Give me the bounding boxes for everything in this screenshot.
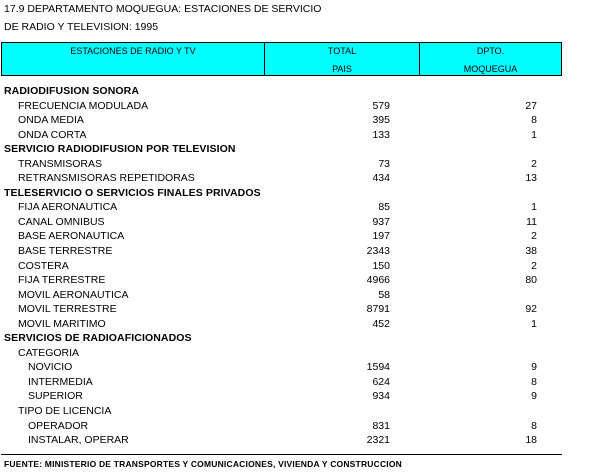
table-bottom-rule (1, 454, 562, 455)
dpto-moquegua-value: 8 (531, 419, 537, 432)
row-label: FIJA TERRESTRE (18, 274, 106, 287)
dpto-moquegua-value: 11 (526, 215, 537, 228)
header-total-label: TOTAL (327, 46, 357, 56)
source-note: FUENTE: MINISTERIO DE TRANSPORTES Y COMUNICACIONES, VIVIENDA Y CONSTRUCCION (4, 459, 403, 469)
total-pais-value: 2343 (366, 245, 390, 258)
section-row (0, 142, 589, 157)
row-label: ONDA CORTA (18, 128, 87, 141)
dpto-moquegua-value: 80 (525, 274, 537, 287)
section-row (0, 84, 589, 99)
total-pais-value: 4966 (366, 274, 390, 287)
row-label: MOVIL TERRESTRE (18, 303, 117, 316)
dpto-moquegua-value: 1 (531, 317, 537, 330)
table-row (0, 259, 589, 274)
table-row (0, 419, 589, 434)
table-row (0, 346, 589, 361)
total-pais-value: 2321 (366, 434, 390, 447)
table-row (0, 99, 589, 114)
header-dpto-label: DPTO. (476, 46, 505, 56)
table-row (0, 113, 589, 128)
row-label: TIPO DE LICENCIA (18, 405, 112, 418)
row-label: TRANSMISORAS (18, 157, 103, 170)
header-pais-label: PAIS (332, 64, 352, 74)
dpto-moquegua-value: 2 (531, 230, 537, 243)
total-pais-value: 452 (372, 317, 390, 330)
table-row (0, 375, 589, 390)
total-pais-value: 1594 (366, 361, 390, 374)
header-moquegua-label: MOQUEGUA (463, 64, 518, 74)
section-label: TELESERVICIO O SERVICIOS FINALES PRIVADOS (4, 186, 261, 199)
total-pais-value: 8791 (366, 303, 390, 316)
total-pais-value: 434 (372, 172, 390, 185)
header-stations-label: ESTACIONES DE RADIO Y TV (70, 46, 196, 56)
row-label: FRECUENCIA MODULADA (18, 99, 149, 112)
row-label: COSTERA (18, 259, 69, 272)
table-header (1, 42, 562, 76)
row-label: NOVICIO (28, 361, 73, 374)
row-label: RETRANSMISORAS REPETIDORAS (18, 172, 195, 185)
row-label: CANAL OMNIBUS (18, 215, 105, 228)
table-title-line-2: DE RADIO Y TELEVISION: 1995 (4, 21, 159, 33)
row-label: FIJA AERONAUTICA (18, 201, 118, 214)
section-label: SERVICIO RADIODIFUSION POR TELEVISION (4, 143, 236, 156)
total-pais-value: 624 (372, 375, 390, 388)
dpto-moquegua-value: 9 (531, 361, 537, 374)
table-row (0, 171, 589, 186)
table-row (0, 273, 589, 288)
section-row (0, 186, 589, 201)
table-title-line-1: 17.9 DEPARTAMENTO MOQUEGUA: ESTACIONES DE SERVICIO (4, 3, 322, 15)
table-row (0, 360, 589, 375)
table-row (0, 157, 589, 172)
section-label: RADIODIFUSION SONORA (4, 85, 140, 97)
total-pais-value: 73 (378, 157, 390, 170)
dpto-moquegua-value: 1 (531, 128, 537, 141)
row-label: BASE AERONAUTICA (18, 230, 125, 243)
table-body (0, 84, 589, 448)
dpto-moquegua-value: 2 (531, 157, 537, 170)
dpto-moquegua-value: 38 (525, 245, 537, 258)
row-label: SUPERIOR (28, 390, 83, 403)
dpto-moquegua-value: 8 (531, 375, 537, 388)
dpto-moquegua-value: 8 (531, 114, 537, 127)
dpto-moquegua-value: 9 (531, 390, 537, 403)
row-label: INSTALAR, OPERAR (28, 434, 129, 447)
dpto-moquegua-value: 1 (531, 201, 537, 214)
table-row (0, 244, 589, 259)
row-label: ONDA MEDIA (18, 114, 84, 127)
table-row (0, 215, 589, 230)
table-row (0, 404, 589, 419)
total-pais-value: 395 (372, 114, 390, 127)
table-row (0, 200, 589, 215)
total-pais-value: 579 (372, 99, 390, 112)
total-pais-value: 58 (378, 288, 390, 301)
header-column-total (265, 43, 420, 75)
row-label: OPERADOR (28, 419, 89, 432)
total-pais-value: 133 (372, 128, 390, 141)
dpto-moquegua-value: 27 (525, 99, 537, 112)
row-label: MOVIL AERONAUTICA (18, 288, 129, 301)
header-column-dpto (420, 43, 561, 75)
row-label: BASE TERRESTRE (18, 245, 113, 258)
total-pais-value: 150 (372, 259, 390, 272)
table-row (0, 317, 589, 332)
total-pais-value: 197 (372, 230, 390, 243)
table-row (0, 389, 589, 404)
dpto-moquegua-value: 92 (525, 303, 537, 316)
row-label: INTERMEDIA (28, 375, 93, 388)
table-row (0, 229, 589, 244)
table-row (0, 128, 589, 143)
dpto-moquegua-value: 13 (525, 172, 537, 185)
total-pais-value: 937 (372, 215, 390, 228)
dpto-moquegua-value: 2 (531, 259, 537, 272)
total-pais-value: 934 (372, 390, 390, 403)
section-label: SERVICIOS DE RADIOAFICIONADOS (4, 332, 192, 345)
header-column-stations (2, 43, 265, 75)
total-pais-value: 831 (372, 419, 390, 432)
table-row (0, 433, 589, 448)
table-row (0, 302, 589, 317)
row-label: MOVIL MARITIMO (18, 317, 106, 330)
row-label: CATEGORIA (18, 346, 80, 359)
dpto-moquegua-value: 18 (525, 434, 537, 447)
total-pais-value: 85 (378, 201, 390, 214)
table-row (0, 288, 589, 303)
section-row (0, 331, 589, 346)
